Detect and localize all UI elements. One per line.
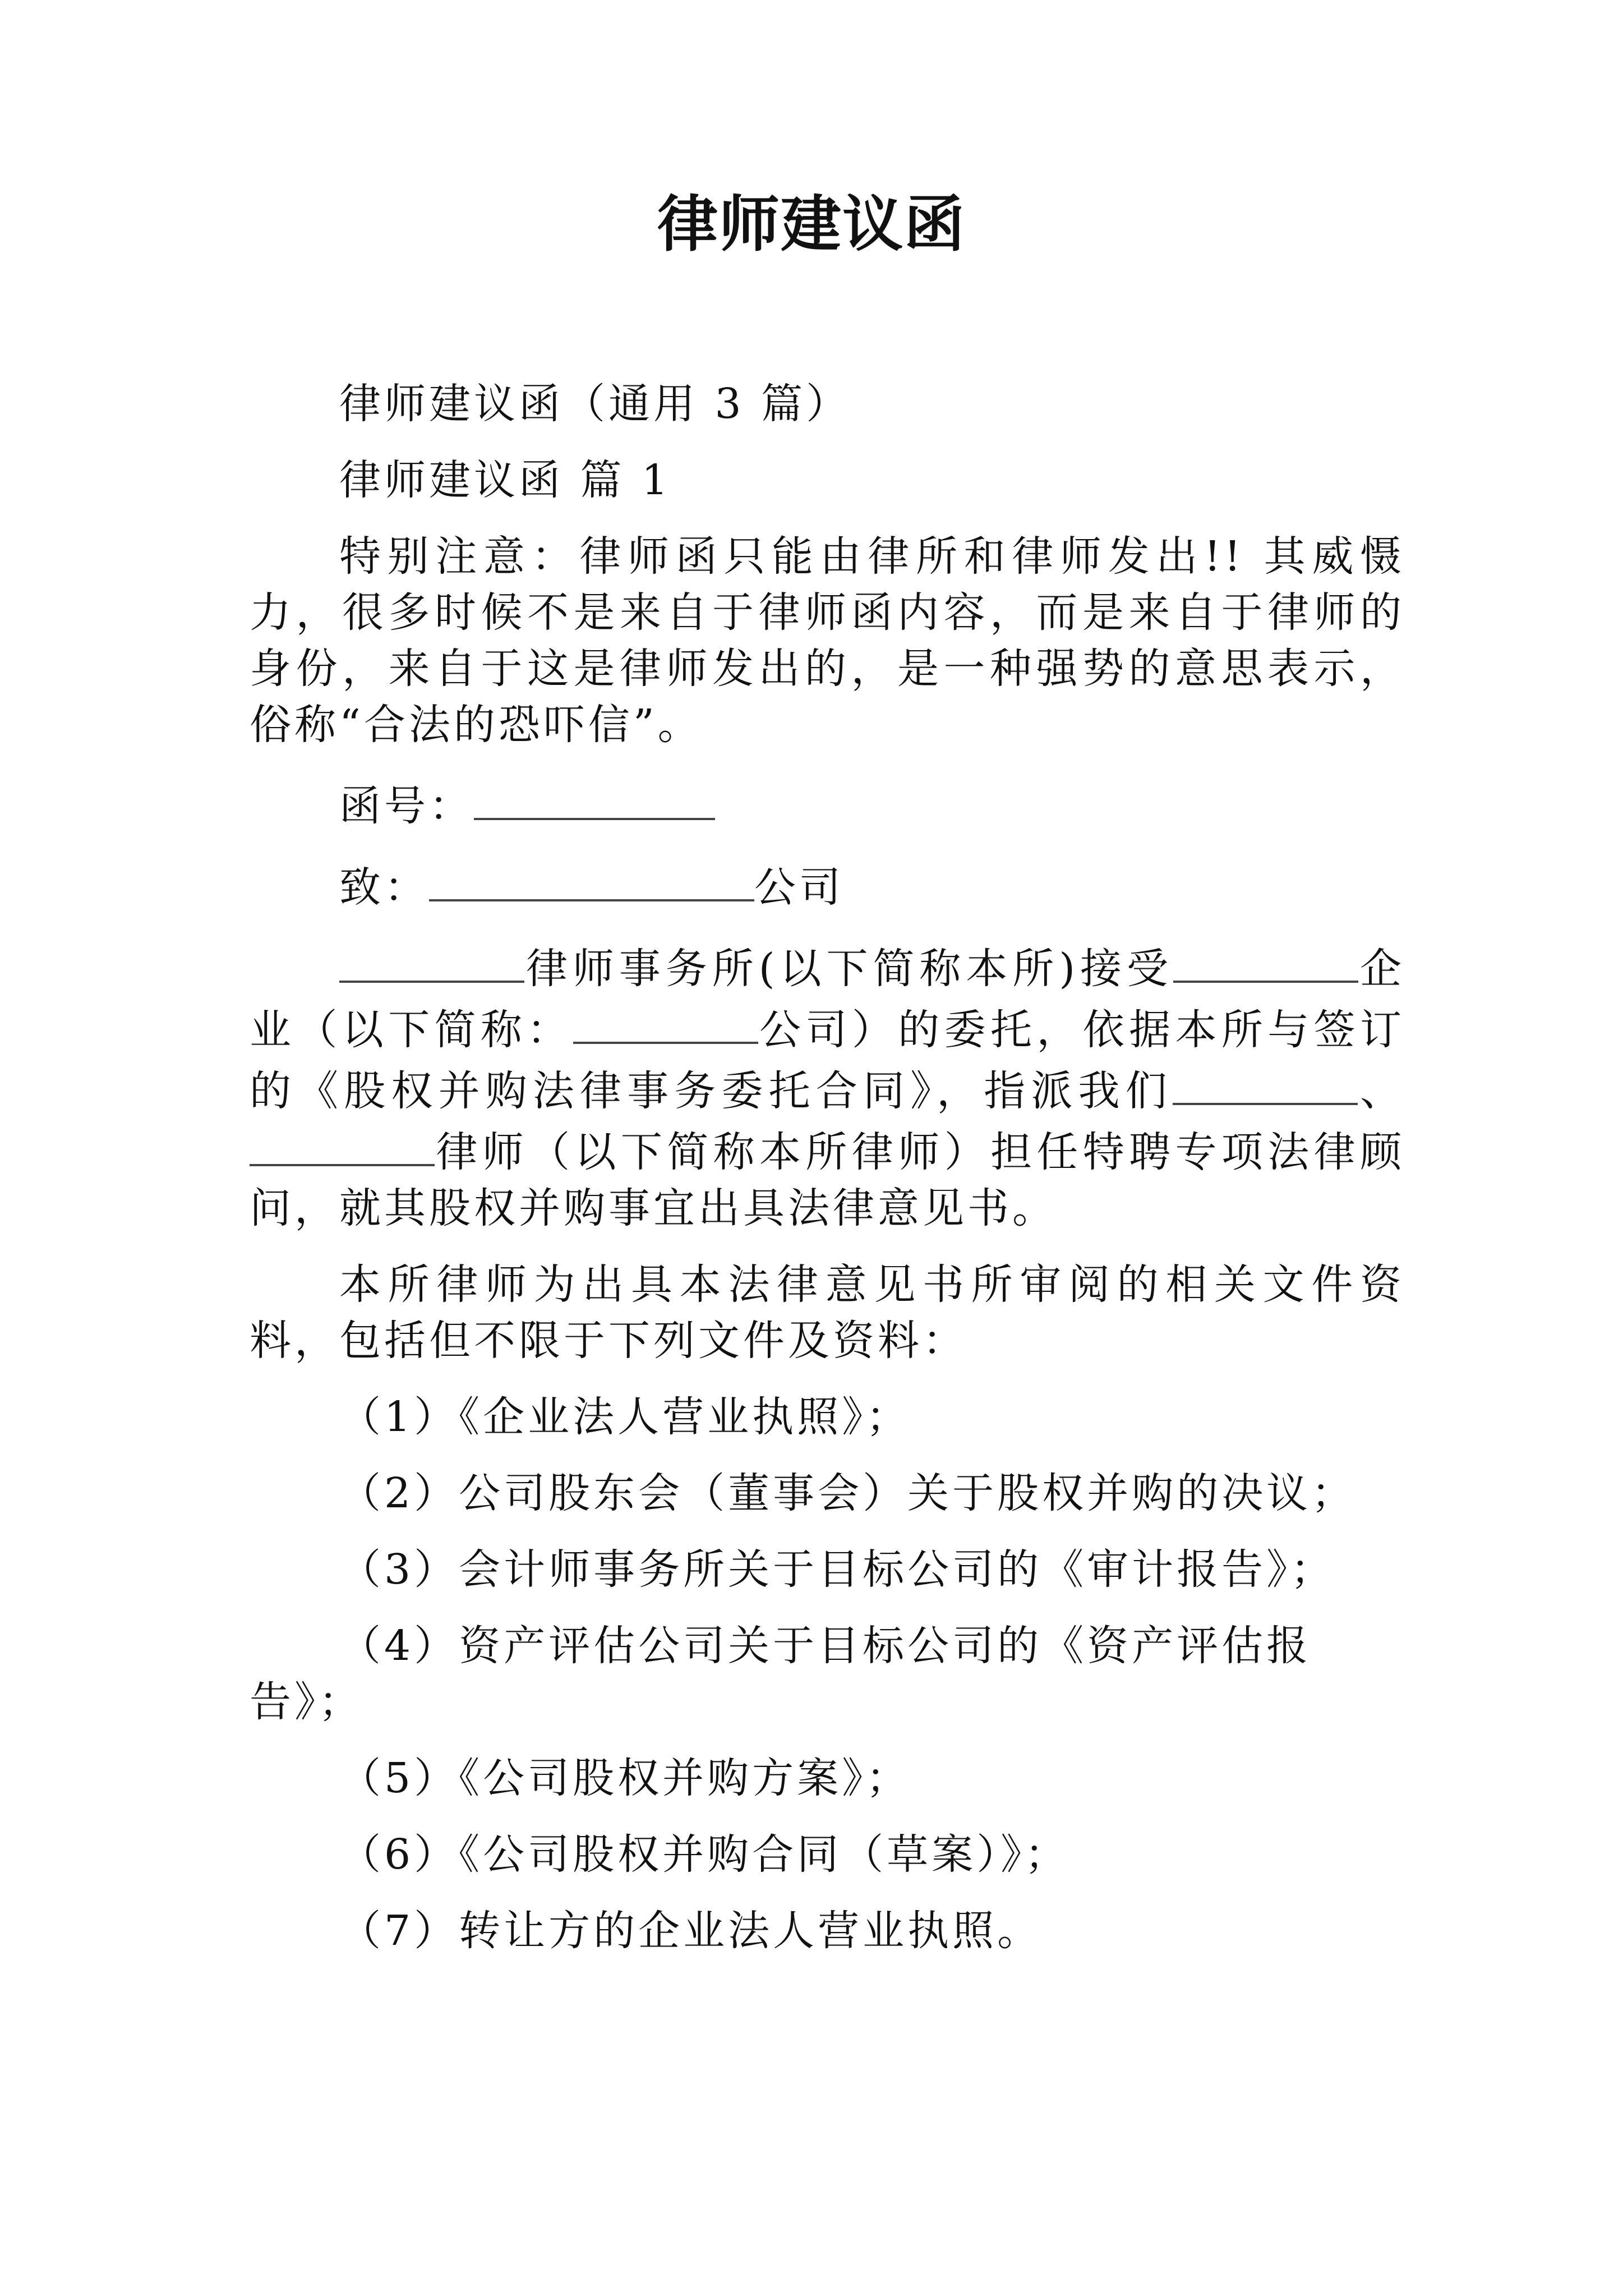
intro-text-b: 企业（以下简称：	[250, 945, 1405, 1054]
recipient-line	[250, 854, 1405, 915]
list-item: （6）《公司股权并购合同（草案）》；	[339, 1830, 1070, 1879]
list-item: （4）资产评估公司关于目标公司的《资产评估报告》；	[250, 1622, 1312, 1726]
lawyer-one-blank	[1173, 1058, 1358, 1105]
recipient-blank	[429, 854, 754, 901]
list-item: （5）《公司股权并购方案》；	[339, 1754, 911, 1802]
intro-text-e: 律师（以下简称本所律师）担任特聘专项法律顾问，就其股权并购事宜出具法律意见书。	[250, 1128, 1405, 1232]
document-body	[250, 376, 1405, 1979]
subheading-line: 律师建议函 篇 1	[339, 456, 672, 504]
intro-text-d: 、	[1357, 1067, 1405, 1115]
list-item: （3）会计师事务所关于目标公司的《审计报告》；	[339, 1545, 1336, 1594]
heading-line: 律师建议函（通用 3 篇）	[339, 380, 851, 428]
client-blank	[1173, 936, 1358, 983]
intro-text-a: 律师事务所(以下简称本所)接受	[524, 945, 1174, 993]
document-title: 律师建议函	[657, 189, 966, 260]
notice-paragraph: 特别注意：律师函只能由律所和律师发出!! 其威慑力，很多时候不是来自于律师函内容，而是来自于律师的身份，来自于这是律师发出的，是一种强势的意思表示，俗称“合法的恐吓信”。	[250, 532, 1405, 749]
lawyer-two-blank	[250, 1119, 435, 1166]
intro-paragraph	[250, 936, 1405, 1236]
letter-number-line	[250, 773, 1405, 834]
law-firm-blank	[339, 936, 524, 983]
list-item: （7）转让方的企业法人营业执照。	[339, 1907, 1043, 1955]
document-list	[250, 1389, 1405, 1959]
recipient-suffix: 公司	[754, 863, 844, 912]
intro-text-c: 公司）的委托，依据本所与签订的《股权并购法律事务委托合同》，指派我们	[250, 1006, 1405, 1115]
letter-number-label: 函号：	[339, 782, 474, 830]
letter-number-blank	[474, 773, 715, 820]
short-name-blank	[573, 997, 758, 1044]
list-item: （2）公司股东会（董事会）关于股权并购的决议；	[339, 1469, 1357, 1517]
list-item: （1）《企业法人营业执照》；	[339, 1393, 911, 1441]
review-paragraph: 本所律师为出具本法律意见书所审阅的相关文件资料，包括但不限于下列文件及资料：	[250, 1260, 1405, 1365]
recipient-label: 致：	[339, 863, 429, 912]
